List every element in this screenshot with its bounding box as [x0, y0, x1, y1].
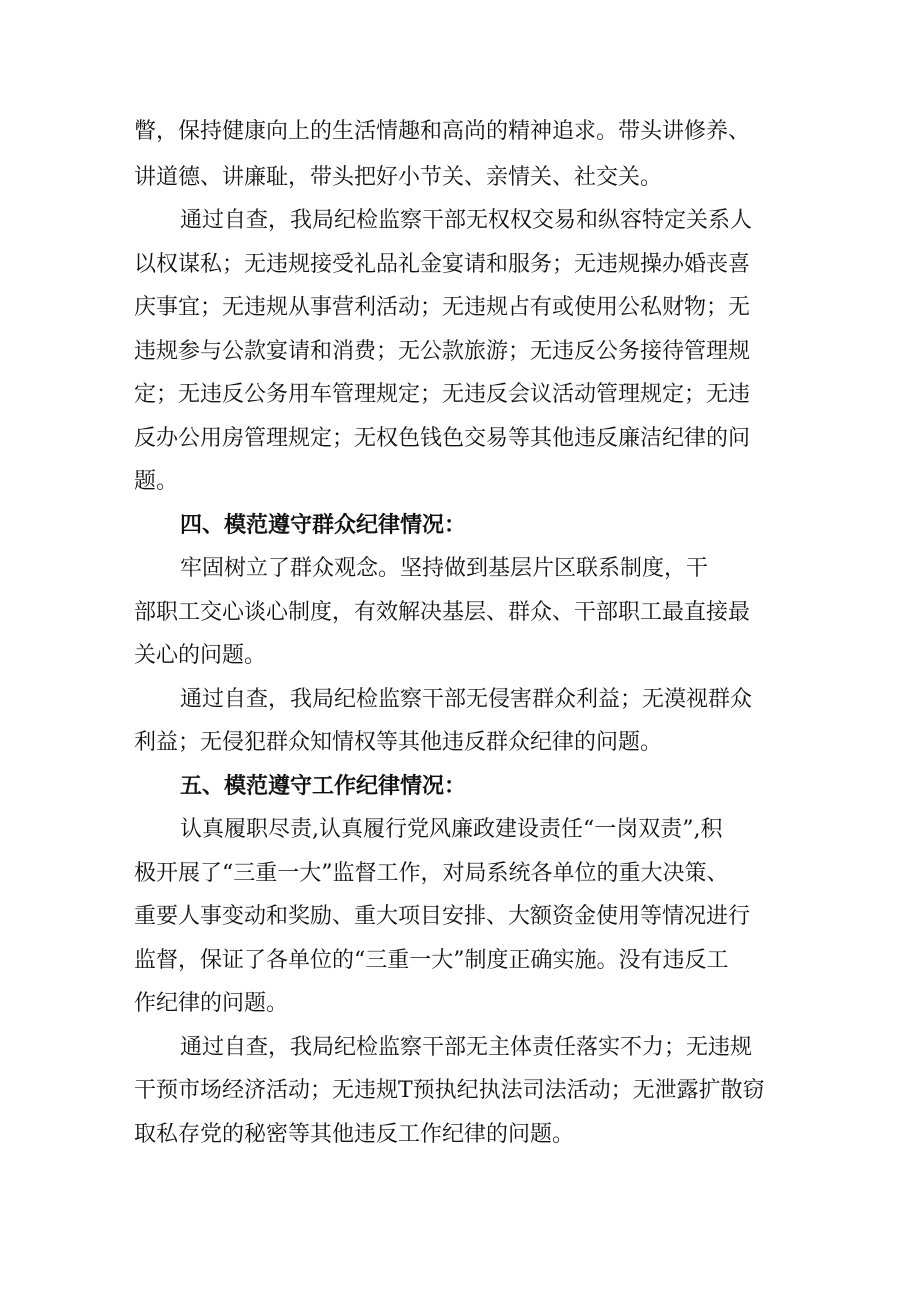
text-line: 重要人事变动和奖励、重大项目安排、大额资金使用等情况进行: [134, 904, 751, 929]
text-line: 认真履职尽责,认真履行党风廉政建设责任“一岗双责”,积: [180, 817, 723, 842]
text-line: 关心的问题。: [134, 643, 267, 668]
text-line: 题。: [134, 469, 179, 494]
text-line: 违规参与公款宴请和消费；无公款旅游；无违反公务接待管理规: [134, 339, 751, 364]
text-line: 通过自查，我局纪检监察干部无侵害群众利益；无漠视群众: [180, 687, 753, 712]
text-line: 庆事宜；无违规从事营利活动；无违规占有或使用公私财物；无: [134, 295, 751, 320]
text-line: 牢固树立了群众观念。坚持做到基层片区联系制度，干: [180, 556, 709, 581]
text-line: 监督，保证了各单位的“三重一大”制度正确实施。没有违反工: [134, 948, 729, 973]
text-line: 瞥，保持健康向上的生活情趣和高尚的精神追求。带头讲修养、: [134, 119, 751, 144]
text-line: 部职工交心谈心制度，有效解决基层、群众、干部职工最直接最: [134, 600, 751, 625]
text-line: 讲道德、讲廉耻，带头把好小节关、亲情关、社交关。: [134, 165, 663, 190]
text-line: 利益；无侵犯群众知情权等其他违反群众纪律的问题。: [134, 730, 663, 755]
text-line: 通过自查，我局纪检监察干部无权权交易和纵容特定关系人: [180, 208, 753, 233]
section-heading: 四、模范遵守群众纪律情况：: [180, 513, 467, 538]
text-line: 极开展了“三重一大”监督工作，对局系统各单位的重大决策、: [134, 861, 729, 886]
text-line: 反办公用房管理规定；无权色钱色交易等其他违反廉洁纪律的问: [134, 426, 751, 451]
text-line: 取私存党的秘密等其他违反工作纪律的问题。: [134, 1122, 575, 1147]
text-line: 作纪律的问题。: [134, 991, 289, 1016]
text-line: 定；无违反公务用车管理规定；无违反会议活动管理规定；无违: [134, 382, 751, 407]
text-line: 以权谋私；无违规接受礼品礼金宴请和服务；无违规操办婚丧喜: [134, 252, 751, 277]
text-line: 通过自查，我局纪检监察干部无主体责任落实不力；无违规: [180, 1035, 753, 1060]
section-heading: 五、模范遵守工作纪律情况：: [180, 774, 467, 799]
text-line: 干预市场经济活动；无违规T预执纪执法司法活动；无泄露扩散窃: [134, 1078, 765, 1103]
